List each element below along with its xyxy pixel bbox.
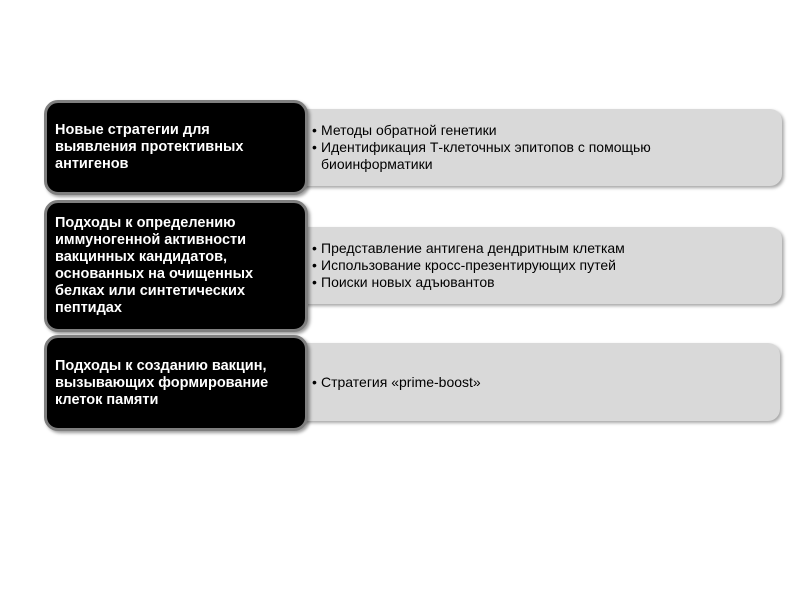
bullet-item: • Методы обратной генетики [312, 122, 762, 139]
heading-text-2: Подходы к определению иммуногенной активности вакцинных кандидатов, основанных на очищенных белках или синтетических пептидах [55, 215, 254, 316]
heading-text-1: Новые стратегии для выявления протективных антигенов [55, 122, 244, 172]
heading-box-1 [44, 100, 308, 195]
bullet-item: • Поиски новых адъювантов [312, 274, 625, 291]
detail-panel-3 [290, 343, 780, 421]
heading-box-2 [44, 200, 308, 332]
bullet-item: • Представление антигена дендритным клеткам [312, 240, 625, 257]
bullet-item: • Идентификация Т-клеточных эпитопов с помощью биоинформатики [312, 139, 762, 173]
detail-panel-2 [290, 227, 782, 304]
heading-text-3: Подходы к созданию вакцин, вызывающих формирование клеток памяти [55, 357, 269, 408]
bullet-list-3 [312, 374, 481, 391]
bullet-item: • Использование кросс-презентирующих путей [312, 257, 625, 274]
bullet-list-1 [312, 122, 762, 173]
bullet-item: • Стратегия «prime-boost» [312, 374, 481, 391]
heading-box-3 [44, 335, 308, 431]
detail-panel-1 [290, 109, 782, 186]
bullet-list-2 [312, 240, 625, 291]
